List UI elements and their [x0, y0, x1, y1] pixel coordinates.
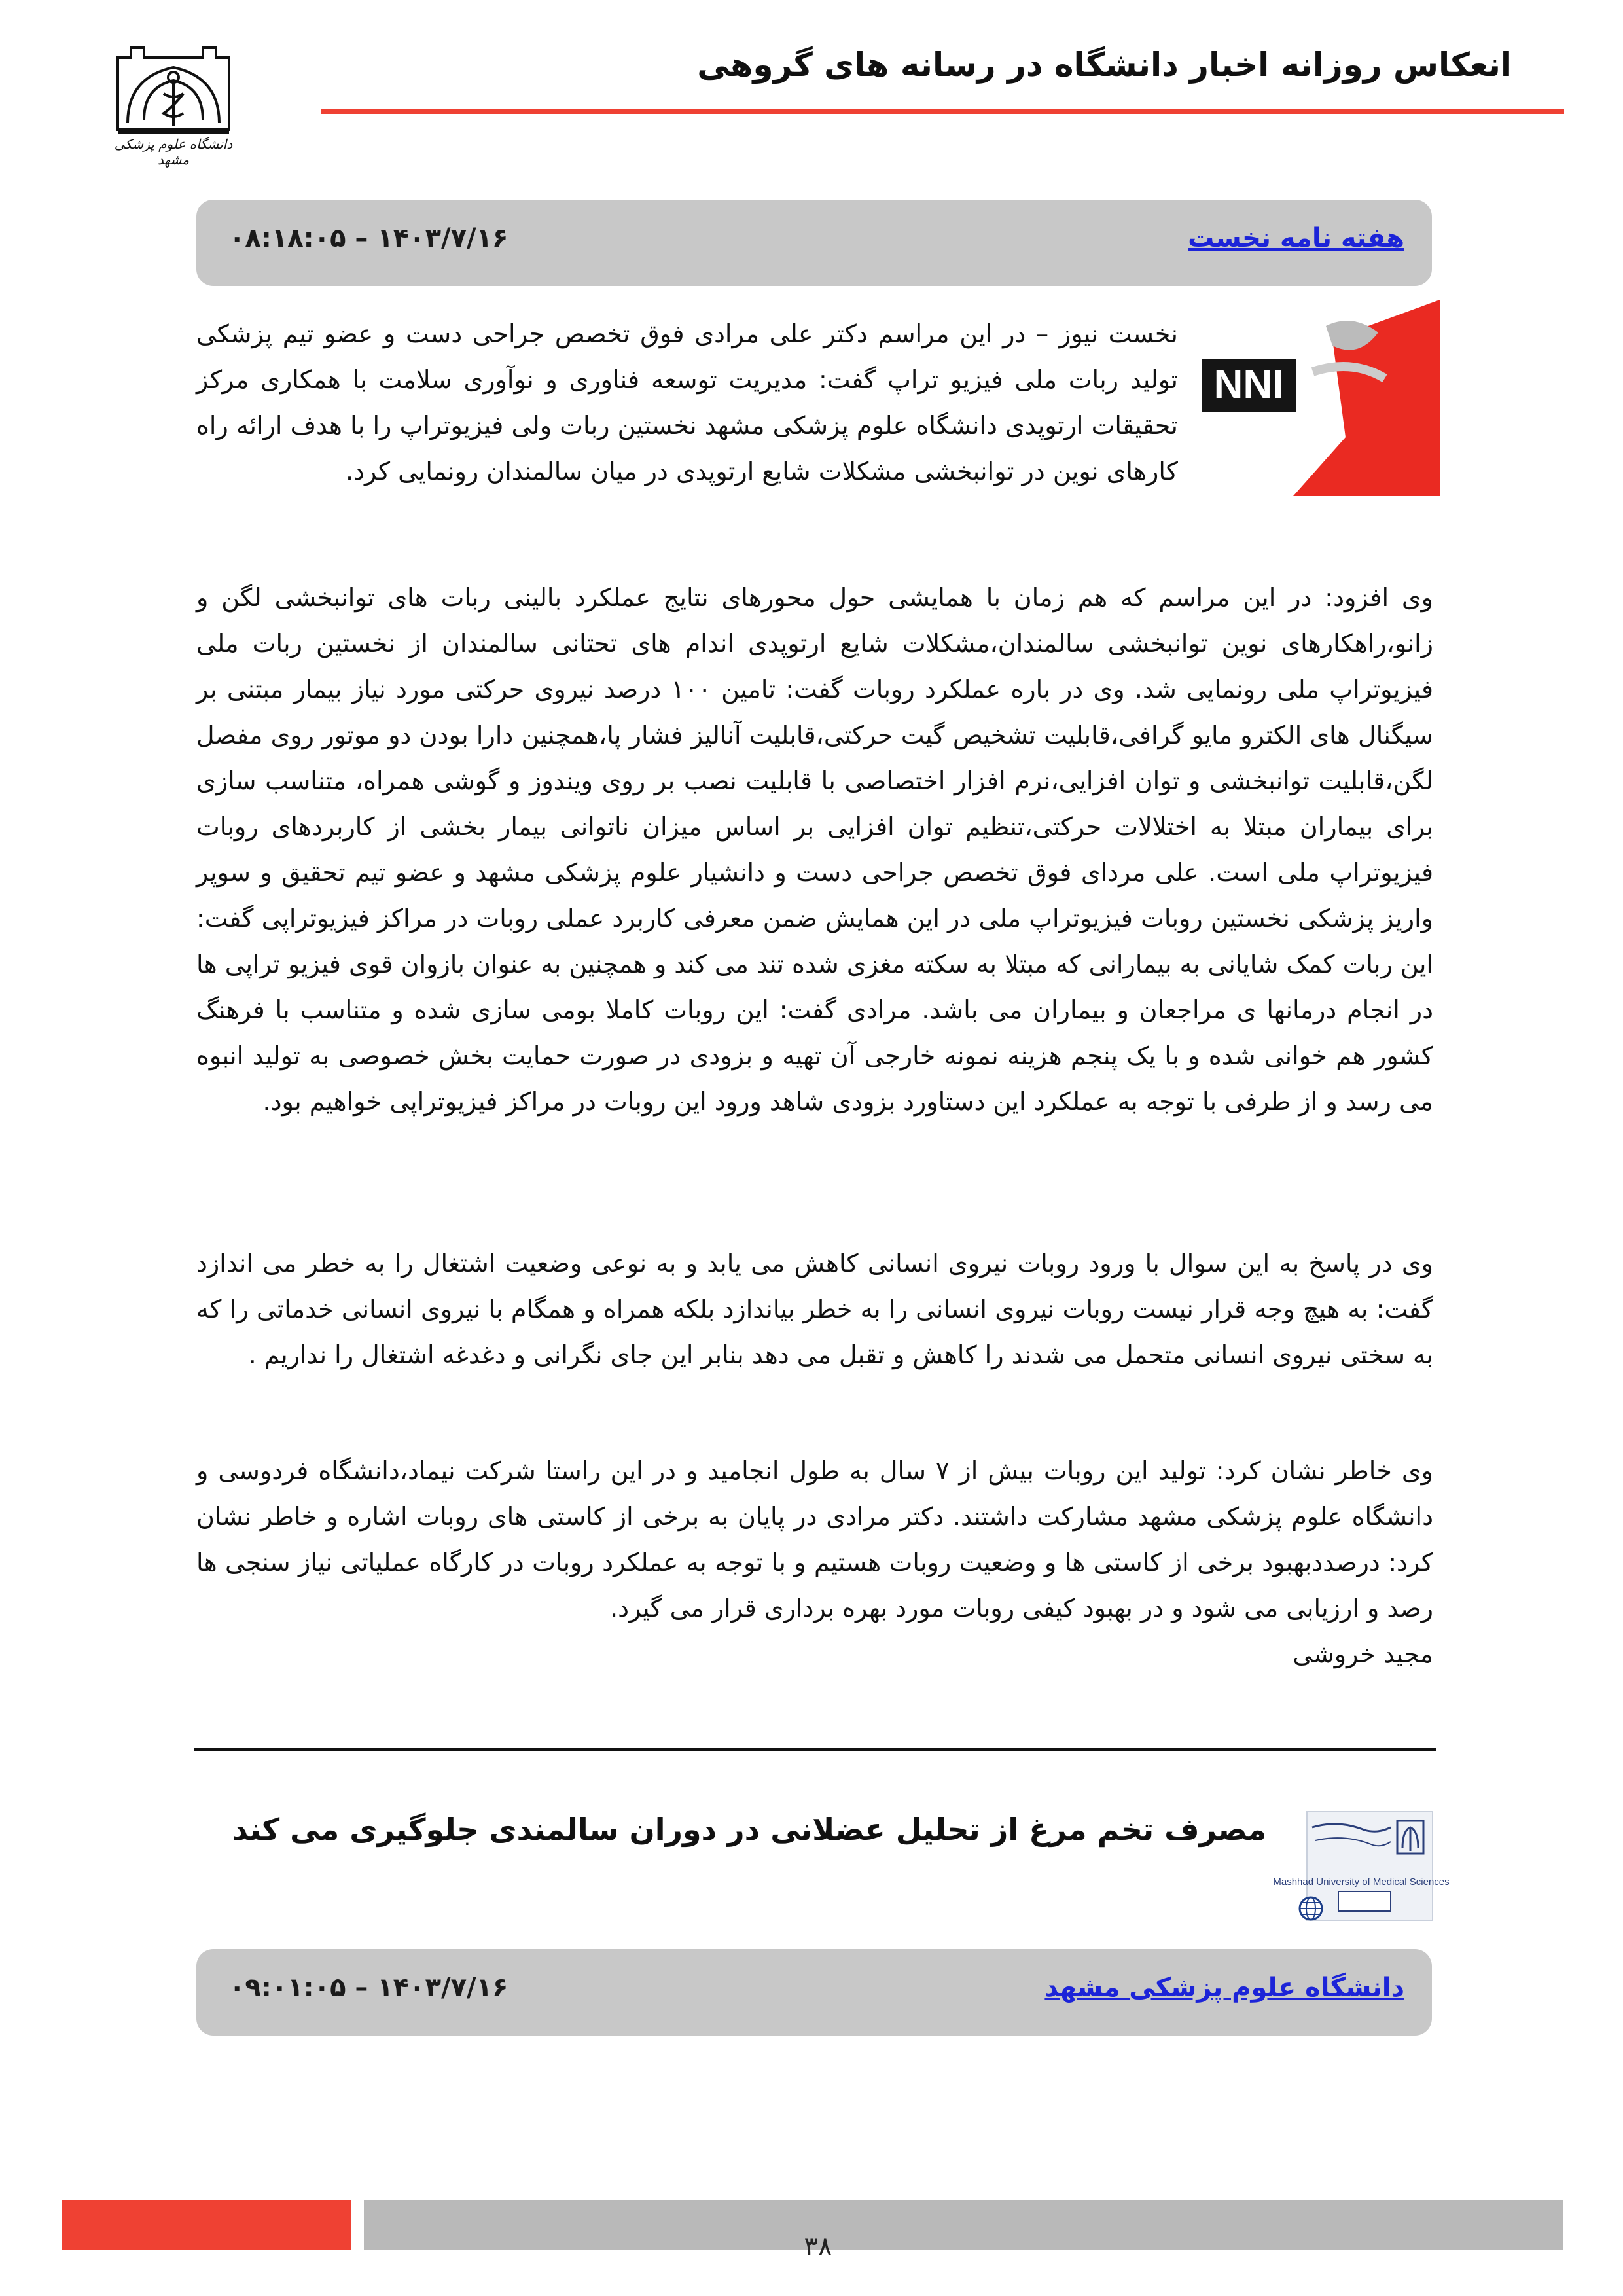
- header-title: انعکاس روزانه اخبار دانشگاه در رسانه های گروهی: [697, 46, 1512, 84]
- page-number: ۳۸: [804, 2232, 832, 2262]
- logo-caption: دانشگاه علوم پزشکی مشهد: [114, 136, 233, 168]
- article1-paragraph-container: [196, 1448, 1433, 1677]
- article2-datetime: ۱۴۰۳/۷/۱۶ – ۰۹:۰۱:۰۵: [229, 1973, 508, 2003]
- article2-source-link[interactable]: دانشگاه علوم پزشکی مشهد: [1044, 1973, 1404, 2003]
- article1-paragraph: وی در پاسخ به این سوال با ورود روبات نیروی انسانی کاهش می یابد و به نوعی وضعیت اشتغال را به خطر می اندازد گفت: به هیچ وجه قرار نیست روبات نیروی انسانی را به خطر بیاندازد بلکه همراه و همگام با نیروی انسانی خدماتی را که به سختی نیروی انسانی متحمل می شدند را کاهش و تقبل می دهد بنابر این جای نگرانی و دغدغه اشتغال را نداریم .: [196, 1249, 1433, 1369]
- article2-thumbnail-caption: Mashhad University of Medical Sciences: [1273, 1876, 1450, 1888]
- article2-title[interactable]: مصرف تخم مرغ از تحلیل عضلانی در دوران سالمندی جلوگیری می کند: [232, 1812, 1266, 1847]
- section-divider: [194, 1748, 1436, 1751]
- footer-accent-bar: [62, 2200, 351, 2250]
- footer-bar: [364, 2200, 1563, 2250]
- article1-lead: نخست نیوز – در این مراسم دکتر علی مرادی فوق تخصص جراحی دست و عضو تیم پزشکی تولید ربات ملی فیزیو تراپ گفت: مدیریت توسعه فناوری و نوآوری سلامت با همکاری مرکز تحقیقات ارتوپدی دانشگاه علوم پزشکی مشهد نخستین ربات ولی فیزیوتراپ را با هدف ارائه راه کارهای نوین در توانبخشی مشکلات شایع ارتوپدی در میان سالمندان رونمایی کرد.: [196, 319, 1178, 486]
- article1-datetime: ۱۴۰۳/۷/۱۶ – ۰۸:۱۸:۰۵: [229, 223, 508, 253]
- article1-source-link[interactable]: هفته نامه نخست: [1188, 223, 1404, 253]
- article1-paragraph: وی افزود: در این مراسم که هم زمان با همایشی حول محورهای نتایج عملکرد بالینی ربات های توانبخشی لگن و زانو،راهکارهای نوین توانبخشی سالمندان،مشکلات شایع ارتوپدی اندام های تحتانی سالمندان از نخستین ربات ملی فیزیوتراپ ملی رونمایی شد. وی در باره عملکرد روبات گفت: تامین ۱۰۰ درصد نیروی حرکتی مورد نیاز بیمار مبتنی بر سیگنال های الکترو مایو گرافی،قابلیت تشخیص گیت حرکتی،قابلیت آنالیز فشار پا،همچنین دارا بودن دو موتور روی مفصل لگن،قابلیت توانبخشی و توان افزایی،نرم افزار اختصاصی با قابلیت نصب بر روی ویندوز و گوشی همراه، متناسب سازی برای بیماران مبتلا به اختلالات حرکتی،تنظیم توان افزایی بر اساس میزان ناتوانی بیمار بخشی از کاربردهای روبات فیزیوتراپ ملی است. علی مردای فوق تخصص جراحی دست و دانشیار علوم پزشکی مشهد و عضو تیم تحقیق و سوپر واریز پزشکی نخستین روبات فیزیوتراپ ملی در این همایش ضمن معرفی کاربرد عملی روبات در مراکز فیزیوتراپی گفت: این ربات کمک شایانی به بیمارانی که مبتلا به سکته مغزی شده تند می کند و همچنین به عنوان بازوان قوی فیزیو تراپی ها در انجام درمانها ی مراجعان و بیماران می باشد. مرادی گفت: این روبات کاملا بومی سازی شده و متناسب با فرهنگ کشور هم خوانی شده و با یک پنجم هزینه نمونه خارجی آن تهیه و بزودی در صورت حمایت بخش خصوصی به تولید انبوه می رسد و از طرفی با توجه به عملکرد این دستاورد بزودی شاهد ورود این روبات در مراکز فیزیوتراپی خواهیم بود.: [196, 583, 1433, 1116]
- header-rule: [321, 109, 1564, 114]
- article2-thumbnail: [1273, 1808, 1450, 1924]
- article1-thumbnail: [1202, 300, 1440, 496]
- article2-info-bar: [196, 1949, 1432, 2036]
- article1-info-bar: [196, 200, 1432, 286]
- university-logo: [105, 31, 242, 168]
- globe-icon[interactable]: [1300, 1897, 1322, 1920]
- article1-author: مجید خروشی: [1293, 1640, 1433, 1668]
- article1-thumbnail-text: NNI: [1213, 362, 1284, 407]
- article1-paragraph: وی خاطر نشان کرد: تولید این روبات بیش از ۷ سال به طول انجامید و در این راستا شرکت نیماد،دانشگاه فردوسی و دانشگاه علوم پزشکی مشهد مشارکت داشتند. دکتر مرادی در پایان به برخی از کاستی های روبات اشاره و خاطر نشان کرد: درصددبهبود برخی از کاستی ها و وضعیت روبات هستیم و با توجه به عملکرد روبات در کارگاه عملیاتی نیاز سنجی ها رصد و ارزیابی می شود و در بهبود کیفی روبات مورد بهره برداری قرار می گیرد.: [196, 1456, 1433, 1623]
